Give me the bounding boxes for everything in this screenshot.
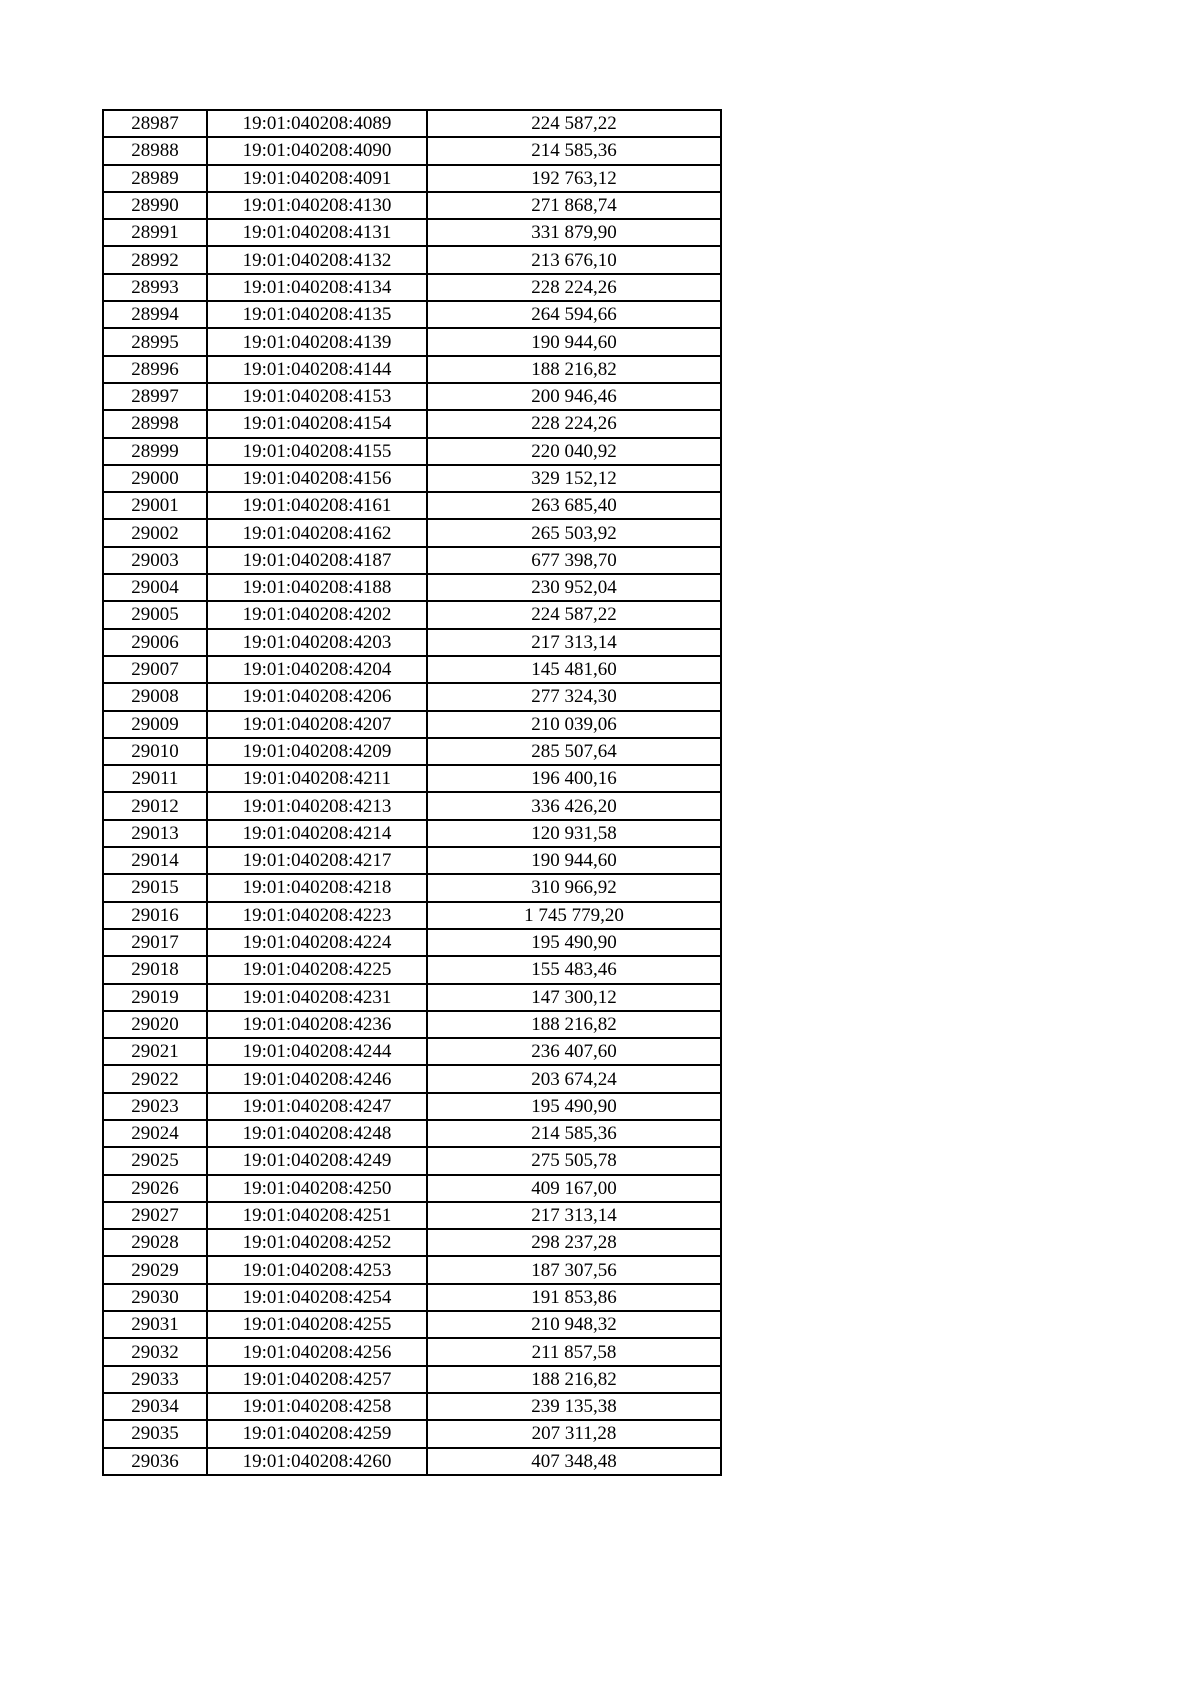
table-row bbox=[103, 956, 721, 983]
row-number-cell: 29024 bbox=[103, 1120, 207, 1147]
cadastral-number-cell: 19:01:040208:4135 bbox=[207, 301, 427, 328]
table-row bbox=[103, 820, 721, 847]
cadastral-value-cell: 190 944,60 bbox=[427, 328, 721, 355]
table-row bbox=[103, 656, 721, 683]
row-number-cell: 29013 bbox=[103, 820, 207, 847]
table-row bbox=[103, 1448, 721, 1475]
table-row bbox=[103, 1256, 721, 1283]
cadastral-number-cell: 19:01:040208:4144 bbox=[207, 356, 427, 383]
cadastral-value-cell: 203 674,24 bbox=[427, 1065, 721, 1092]
cadastral-number-cell: 19:01:040208:4202 bbox=[207, 601, 427, 628]
row-number-cell: 29000 bbox=[103, 465, 207, 492]
table-row bbox=[103, 1229, 721, 1256]
table-row bbox=[103, 328, 721, 355]
cadastral-value-cell: 192 763,12 bbox=[427, 165, 721, 192]
table-row bbox=[103, 738, 721, 765]
cadastral-number-cell: 19:01:040208:4247 bbox=[207, 1093, 427, 1120]
row-number-cell: 29016 bbox=[103, 902, 207, 929]
cadastral-value-cell: 155 483,46 bbox=[427, 956, 721, 983]
row-number-cell: 29032 bbox=[103, 1338, 207, 1365]
cadastral-value-cell: 214 585,36 bbox=[427, 1120, 721, 1147]
row-number-cell: 29036 bbox=[103, 1448, 207, 1475]
cadastral-number-cell: 19:01:040208:4258 bbox=[207, 1393, 427, 1420]
table-row bbox=[103, 1202, 721, 1229]
row-number-cell: 29009 bbox=[103, 711, 207, 738]
table-row bbox=[103, 1393, 721, 1420]
table-row bbox=[103, 601, 721, 628]
table-row bbox=[103, 683, 721, 710]
cadastral-number-cell: 19:01:040208:4211 bbox=[207, 765, 427, 792]
table-row bbox=[103, 383, 721, 410]
cadastral-number-cell: 19:01:040208:4225 bbox=[207, 956, 427, 983]
cadastral-number-cell: 19:01:040208:4217 bbox=[207, 847, 427, 874]
cadastral-number-cell: 19:01:040208:4259 bbox=[207, 1420, 427, 1447]
table-row bbox=[103, 1284, 721, 1311]
cadastral-value-cell: 409 167,00 bbox=[427, 1175, 721, 1202]
cadastral-number-cell: 19:01:040208:4252 bbox=[207, 1229, 427, 1256]
cadastral-value-cell: 336 426,20 bbox=[427, 792, 721, 819]
cadastral-number-cell: 19:01:040208:4260 bbox=[207, 1448, 427, 1475]
table-row bbox=[103, 519, 721, 546]
row-number-cell: 29002 bbox=[103, 519, 207, 546]
cadastral-number-cell: 19:01:040208:4254 bbox=[207, 1284, 427, 1311]
cadastral-number-cell: 19:01:040208:4131 bbox=[207, 219, 427, 246]
row-number-cell: 29010 bbox=[103, 738, 207, 765]
cadastral-number-cell: 19:01:040208:4204 bbox=[207, 656, 427, 683]
cadastral-value-cell: 190 944,60 bbox=[427, 847, 721, 874]
row-number-cell: 29022 bbox=[103, 1065, 207, 1092]
cadastral-value-cell: 214 585,36 bbox=[427, 137, 721, 164]
cadastral-value-cell: 407 348,48 bbox=[427, 1448, 721, 1475]
cadastral-number-cell: 19:01:040208:4203 bbox=[207, 629, 427, 656]
table-row bbox=[103, 1038, 721, 1065]
cadastral-number-cell: 19:01:040208:4207 bbox=[207, 711, 427, 738]
cadastral-value-cell: 228 224,26 bbox=[427, 410, 721, 437]
cadastral-number-cell: 19:01:040208:4187 bbox=[207, 547, 427, 574]
cadastral-number-cell: 19:01:040208:4248 bbox=[207, 1120, 427, 1147]
table-row bbox=[103, 547, 721, 574]
cadastral-value-cell: 224 587,22 bbox=[427, 110, 721, 137]
table-row bbox=[103, 902, 721, 929]
table-row bbox=[103, 1065, 721, 1092]
cadastral-value-cell: 310 966,92 bbox=[427, 874, 721, 901]
row-number-cell: 28999 bbox=[103, 438, 207, 465]
table-row bbox=[103, 438, 721, 465]
cadastral-value-cell: 188 216,82 bbox=[427, 1366, 721, 1393]
cadastral-value-cell: 220 040,92 bbox=[427, 438, 721, 465]
table-row bbox=[103, 1420, 721, 1447]
row-number-cell: 29035 bbox=[103, 1420, 207, 1447]
cadastral-number-cell: 19:01:040208:4251 bbox=[207, 1202, 427, 1229]
cadastral-number-cell: 19:01:040208:4161 bbox=[207, 492, 427, 519]
row-number-cell: 29020 bbox=[103, 1011, 207, 1038]
row-number-cell: 28990 bbox=[103, 192, 207, 219]
row-number-cell: 29029 bbox=[103, 1256, 207, 1283]
table-row bbox=[103, 847, 721, 874]
table-row bbox=[103, 1011, 721, 1038]
cadastral-value-cell: 188 216,82 bbox=[427, 356, 721, 383]
cadastral-number-cell: 19:01:040208:4231 bbox=[207, 984, 427, 1011]
cadastral-value-cell: 210 948,32 bbox=[427, 1311, 721, 1338]
row-number-cell: 29028 bbox=[103, 1229, 207, 1256]
row-number-cell: 28994 bbox=[103, 301, 207, 328]
cadastral-number-cell: 19:01:040208:4213 bbox=[207, 792, 427, 819]
row-number-cell: 29001 bbox=[103, 492, 207, 519]
cadastral-number-cell: 19:01:040208:4256 bbox=[207, 1338, 427, 1365]
cadastral-value-cell: 217 313,14 bbox=[427, 629, 721, 656]
table-row bbox=[103, 246, 721, 273]
row-number-cell: 28989 bbox=[103, 165, 207, 192]
cadastral-value-cell: 120 931,58 bbox=[427, 820, 721, 847]
cadastral-value-cell: 277 324,30 bbox=[427, 683, 721, 710]
cadastral-value-cell: 187 307,56 bbox=[427, 1256, 721, 1283]
cadastral-number-cell: 19:01:040208:4249 bbox=[207, 1147, 427, 1174]
cadastral-value-cell: 196 400,16 bbox=[427, 765, 721, 792]
row-number-cell: 28992 bbox=[103, 246, 207, 273]
cadastral-number-cell: 19:01:040208:4253 bbox=[207, 1256, 427, 1283]
cadastral-value-cell: 213 676,10 bbox=[427, 246, 721, 273]
table-row bbox=[103, 356, 721, 383]
row-number-cell: 29006 bbox=[103, 629, 207, 656]
row-number-cell: 29019 bbox=[103, 984, 207, 1011]
cadastral-value-cell: 263 685,40 bbox=[427, 492, 721, 519]
cadastral-number-cell: 19:01:040208:4134 bbox=[207, 274, 427, 301]
table-row bbox=[103, 410, 721, 437]
cadastral-number-cell: 19:01:040208:4132 bbox=[207, 246, 427, 273]
cadastral-value-cell: 271 868,74 bbox=[427, 192, 721, 219]
row-number-cell: 28993 bbox=[103, 274, 207, 301]
cadastral-number-cell: 19:01:040208:4257 bbox=[207, 1366, 427, 1393]
cadastral-value-cell: 230 952,04 bbox=[427, 574, 721, 601]
row-number-cell: 28996 bbox=[103, 356, 207, 383]
table-row bbox=[103, 711, 721, 738]
cadastral-value-cell: 207 311,28 bbox=[427, 1420, 721, 1447]
cadastral-value-cell: 228 224,26 bbox=[427, 274, 721, 301]
table-row bbox=[103, 1147, 721, 1174]
table-row bbox=[103, 110, 721, 137]
cadastral-value-cell: 195 490,90 bbox=[427, 1093, 721, 1120]
cadastral-value-cell: 195 490,90 bbox=[427, 929, 721, 956]
row-number-cell: 29031 bbox=[103, 1311, 207, 1338]
row-number-cell: 29021 bbox=[103, 1038, 207, 1065]
cadastral-value-cell: 239 135,38 bbox=[427, 1393, 721, 1420]
row-number-cell: 28997 bbox=[103, 383, 207, 410]
cadastral-value-cell: 200 946,46 bbox=[427, 383, 721, 410]
row-number-cell: 28988 bbox=[103, 137, 207, 164]
cadastral-value-cell: 217 313,14 bbox=[427, 1202, 721, 1229]
row-number-cell: 29011 bbox=[103, 765, 207, 792]
cadastral-value-table bbox=[102, 109, 722, 1476]
table-body bbox=[103, 110, 721, 1475]
cadastral-number-cell: 19:01:040208:4250 bbox=[207, 1175, 427, 1202]
row-number-cell: 29025 bbox=[103, 1147, 207, 1174]
table-row bbox=[103, 165, 721, 192]
row-number-cell: 29034 bbox=[103, 1393, 207, 1420]
table-row bbox=[103, 137, 721, 164]
cadastral-number-cell: 19:01:040208:4218 bbox=[207, 874, 427, 901]
cadastral-value-cell: 677 398,70 bbox=[427, 547, 721, 574]
table-row bbox=[103, 301, 721, 328]
cadastral-number-cell: 19:01:040208:4209 bbox=[207, 738, 427, 765]
table-row bbox=[103, 192, 721, 219]
cadastral-value-cell: 1 745 779,20 bbox=[427, 902, 721, 929]
cadastral-value-cell: 224 587,22 bbox=[427, 601, 721, 628]
cadastral-value-cell: 264 594,66 bbox=[427, 301, 721, 328]
row-number-cell: 29017 bbox=[103, 929, 207, 956]
cadastral-value-cell: 265 503,92 bbox=[427, 519, 721, 546]
row-number-cell: 28987 bbox=[103, 110, 207, 137]
cadastral-number-cell: 19:01:040208:4188 bbox=[207, 574, 427, 601]
table-row bbox=[103, 1175, 721, 1202]
cadastral-number-cell: 19:01:040208:4236 bbox=[207, 1011, 427, 1038]
cadastral-value-cell: 285 507,64 bbox=[427, 738, 721, 765]
row-number-cell: 29004 bbox=[103, 574, 207, 601]
row-number-cell: 29033 bbox=[103, 1366, 207, 1393]
cadastral-number-cell: 19:01:040208:4091 bbox=[207, 165, 427, 192]
row-number-cell: 29005 bbox=[103, 601, 207, 628]
cadastral-number-cell: 19:01:040208:4255 bbox=[207, 1311, 427, 1338]
table-row bbox=[103, 219, 721, 246]
cadastral-number-cell: 19:01:040208:4244 bbox=[207, 1038, 427, 1065]
row-number-cell: 29007 bbox=[103, 656, 207, 683]
cadastral-number-cell: 19:01:040208:4155 bbox=[207, 438, 427, 465]
table-row bbox=[103, 492, 721, 519]
cadastral-value-cell: 211 857,58 bbox=[427, 1338, 721, 1365]
table-row bbox=[103, 274, 721, 301]
cadastral-value-cell: 236 407,60 bbox=[427, 1038, 721, 1065]
table-row bbox=[103, 1093, 721, 1120]
table-row bbox=[103, 765, 721, 792]
cadastral-value-cell: 210 039,06 bbox=[427, 711, 721, 738]
table-row bbox=[103, 1366, 721, 1393]
cadastral-number-cell: 19:01:040208:4246 bbox=[207, 1065, 427, 1092]
row-number-cell: 29023 bbox=[103, 1093, 207, 1120]
cadastral-value-cell: 329 152,12 bbox=[427, 465, 721, 492]
cadastral-value-cell: 191 853,86 bbox=[427, 1284, 721, 1311]
cadastral-value-cell: 147 300,12 bbox=[427, 984, 721, 1011]
row-number-cell: 29027 bbox=[103, 1202, 207, 1229]
cadastral-value-cell: 145 481,60 bbox=[427, 656, 721, 683]
row-number-cell: 29008 bbox=[103, 683, 207, 710]
cadastral-number-cell: 19:01:040208:4206 bbox=[207, 683, 427, 710]
cadastral-number-cell: 19:01:040208:4223 bbox=[207, 902, 427, 929]
cadastral-number-cell: 19:01:040208:4153 bbox=[207, 383, 427, 410]
cadastral-number-cell: 19:01:040208:4162 bbox=[207, 519, 427, 546]
row-number-cell: 29015 bbox=[103, 874, 207, 901]
table-row bbox=[103, 629, 721, 656]
row-number-cell: 28995 bbox=[103, 328, 207, 355]
row-number-cell: 28998 bbox=[103, 410, 207, 437]
cadastral-value-cell: 331 879,90 bbox=[427, 219, 721, 246]
cadastral-number-cell: 19:01:040208:4224 bbox=[207, 929, 427, 956]
table-row bbox=[103, 874, 721, 901]
table-row bbox=[103, 574, 721, 601]
table-row bbox=[103, 465, 721, 492]
cadastral-value-cell: 298 237,28 bbox=[427, 1229, 721, 1256]
row-number-cell: 29003 bbox=[103, 547, 207, 574]
row-number-cell: 29012 bbox=[103, 792, 207, 819]
table-row bbox=[103, 1311, 721, 1338]
row-number-cell: 29026 bbox=[103, 1175, 207, 1202]
cadastral-value-cell: 188 216,82 bbox=[427, 1011, 721, 1038]
cadastral-number-cell: 19:01:040208:4090 bbox=[207, 137, 427, 164]
cadastral-number-cell: 19:01:040208:4089 bbox=[207, 110, 427, 137]
cadastral-number-cell: 19:01:040208:4139 bbox=[207, 328, 427, 355]
cadastral-number-cell: 19:01:040208:4130 bbox=[207, 192, 427, 219]
row-number-cell: 28991 bbox=[103, 219, 207, 246]
table-row bbox=[103, 929, 721, 956]
table-row bbox=[103, 984, 721, 1011]
table-row bbox=[103, 1338, 721, 1365]
row-number-cell: 29014 bbox=[103, 847, 207, 874]
cadastral-number-cell: 19:01:040208:4154 bbox=[207, 410, 427, 437]
table-row bbox=[103, 1120, 721, 1147]
row-number-cell: 29030 bbox=[103, 1284, 207, 1311]
cadastral-number-cell: 19:01:040208:4214 bbox=[207, 820, 427, 847]
table-row bbox=[103, 792, 721, 819]
cadastral-value-cell: 275 505,78 bbox=[427, 1147, 721, 1174]
row-number-cell: 29018 bbox=[103, 956, 207, 983]
cadastral-number-cell: 19:01:040208:4156 bbox=[207, 465, 427, 492]
